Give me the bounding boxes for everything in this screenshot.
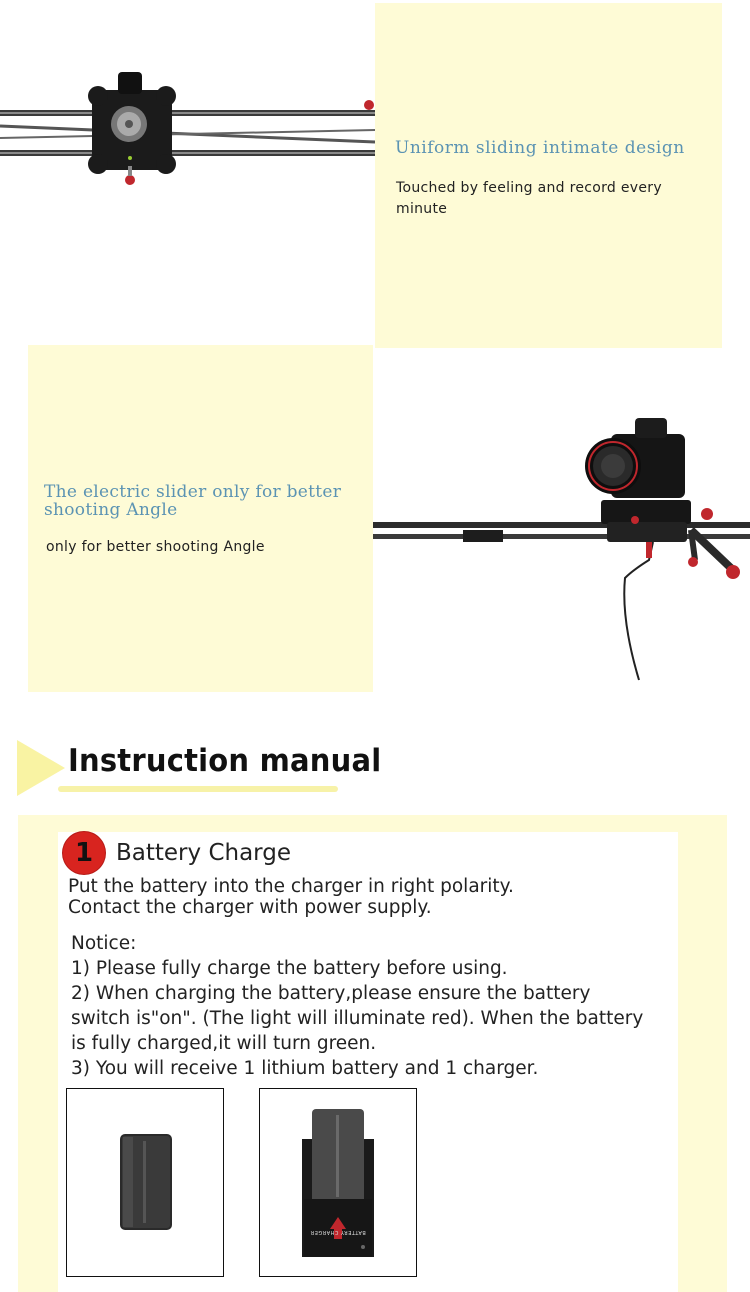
feature-panel-uniform-sliding [375,3,722,348]
notice-line: 3) You will receive 1 lithium battery and 1 charger. [71,1058,539,1079]
battery-image [66,1088,224,1277]
notice-line: 2) When charging the battery,please ensure the battery [71,983,591,1004]
notice-line: switch is"on". (The light will illuminate red). When the battery [71,1008,644,1029]
feature-description-electric-slider: only for better shooting Angle [46,539,265,555]
step-number: 1 [74,838,94,868]
feature-title-electric-slider: The electric slider only for better shooting Angle [44,482,342,520]
slider-topview-image [0,60,375,190]
feature-title-uniform-sliding: Uniform sliding intimate design [395,138,685,158]
camera-slider-image [373,410,750,690]
step-title-battery-charge: Battery Charge [116,840,291,866]
feature-description-uniform-sliding: Touched by feeling and record every minute [396,180,662,217]
heading-underline [58,786,338,792]
notice-heading: Notice: [71,933,137,954]
instruction-line: Put the battery into the charger in right polarity. [68,876,514,897]
instruction-line: Contact the charger with power supply. [68,897,432,918]
charger-image [259,1088,417,1277]
notice-line: is fully charged,it will turn green. [71,1033,377,1054]
battery-notice [71,931,676,1081]
battery-instructions [68,876,668,918]
charger-label: BATTERY CHARGER [310,1229,366,1235]
instruction-manual-heading: Instruction manual [68,742,382,779]
notice-line: 1) Please fully charge the battery before using. [71,958,508,979]
